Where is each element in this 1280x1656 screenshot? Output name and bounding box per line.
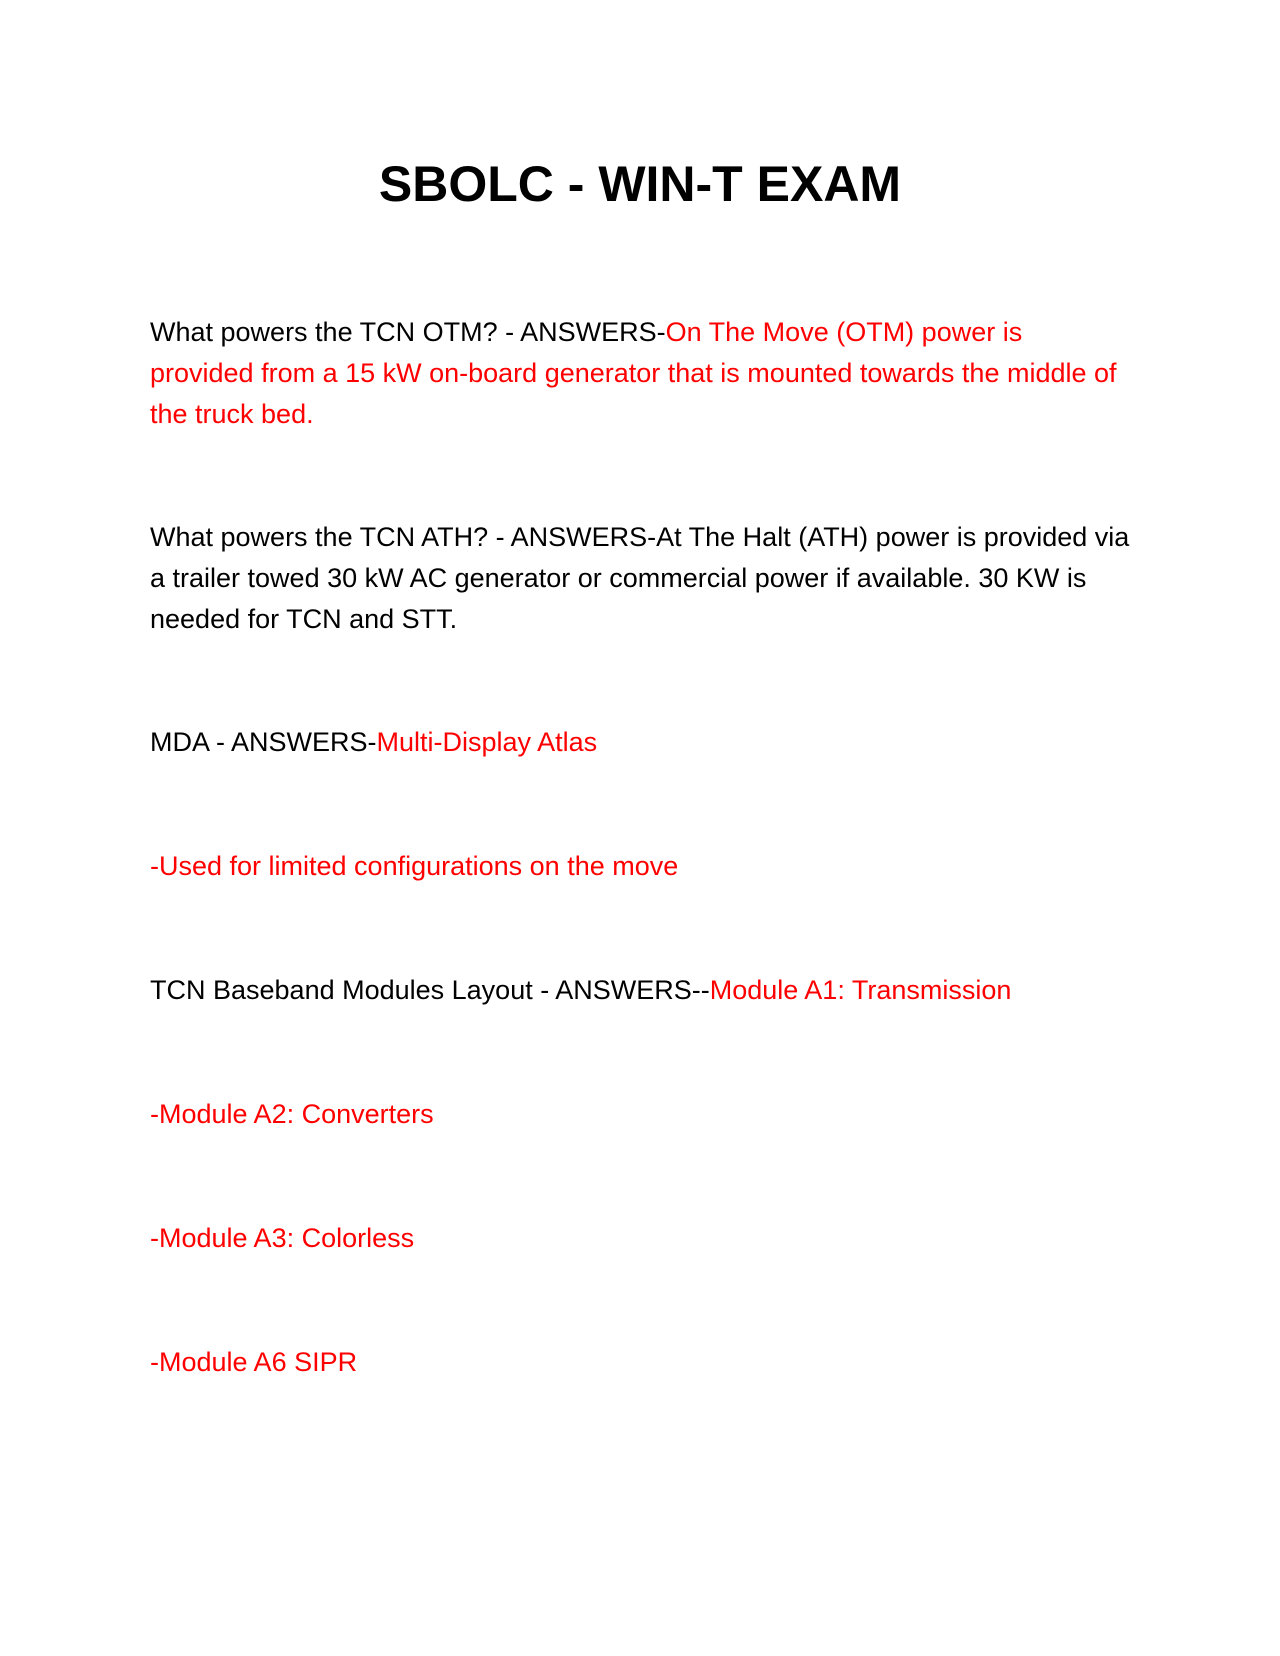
- answer-text: -Used for limited configurations on the move: [150, 851, 679, 881]
- answer-text: -Module A3: Colorless: [150, 1223, 415, 1253]
- qa-entry-tcn-ath: [150, 517, 1130, 640]
- answer-text: Module A1: Transmission: [709, 975, 1012, 1005]
- qa-entry-mda: [150, 722, 1130, 763]
- question-text: MDA - ANSWERS-: [150, 727, 377, 757]
- answer-text: -Module A6 SIPR: [150, 1347, 358, 1377]
- question-text: TCN Baseband Modules Layout - ANSWERS--: [150, 975, 710, 1005]
- answer-text: On The Move (OTM) power is provided from a 15 kW on-board generator that is mounted towards the middle of the truck bed.: [150, 317, 1117, 429]
- answer-line-module-a3: [150, 1218, 1130, 1259]
- answer-text: Multi-Display Atlas: [376, 727, 598, 757]
- answer-line-module-a6: [150, 1342, 1130, 1383]
- qa-entry-baseband-modules: [150, 970, 1130, 1011]
- question-text: What powers the TCN OTM? - ANSWERS-: [150, 317, 666, 347]
- document-title: SBOLC - WIN-T EXAM: [378, 156, 902, 212]
- answer-line-limited-configurations: [150, 846, 1130, 887]
- answer-text: -Module A2: Converters: [150, 1099, 434, 1129]
- question-text: What powers the TCN ATH? - ANSWERS-At The Halt (ATH) power is provided via a trailer towed 30 kW AC generator or commercial power if available. 30 KW is needed for TCN and STT.: [150, 522, 1130, 634]
- answer-line-module-a2: [150, 1094, 1130, 1135]
- qa-entry-tcn-otm: [150, 312, 1130, 435]
